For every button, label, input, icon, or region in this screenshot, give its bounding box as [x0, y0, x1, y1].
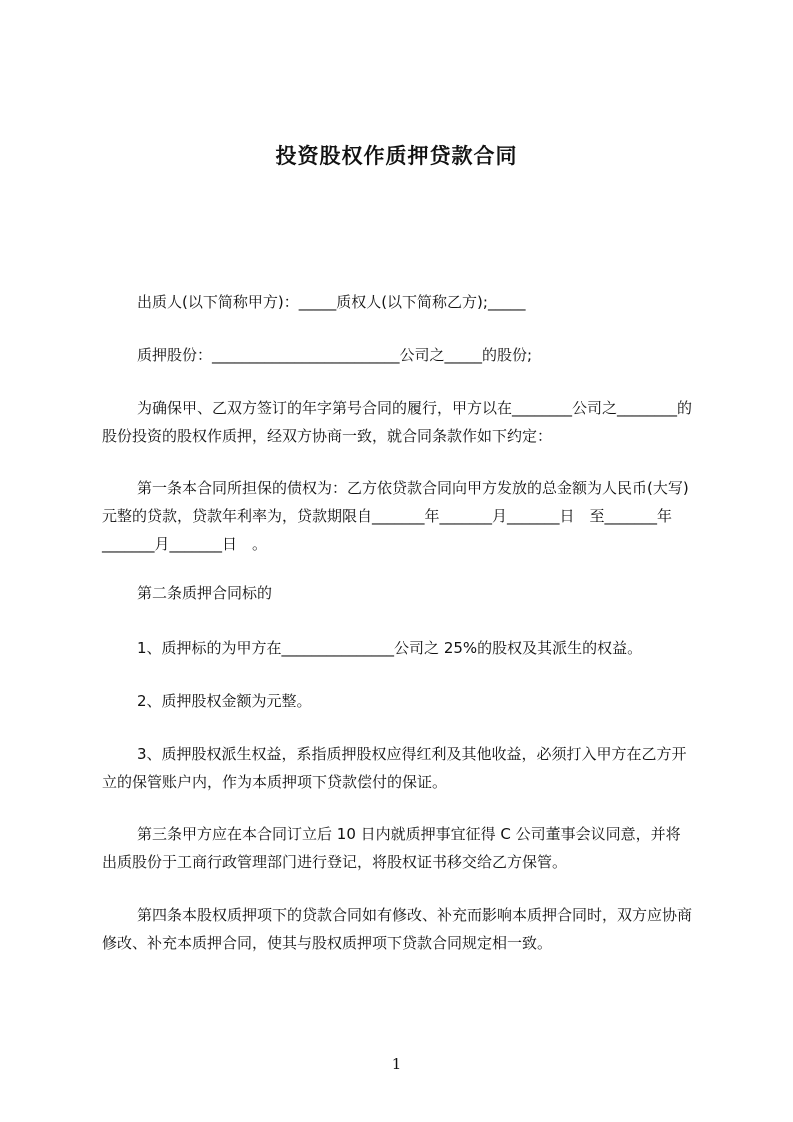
document-title: 投资股权作质押贷款合同 [275, 144, 518, 168]
article-2-item-2: 2、质押股权金额为元整。 [137, 692, 312, 710]
page-number: 1 [391, 1055, 402, 1073]
article-2-heading: 第二条质押合同标的 [137, 584, 273, 602]
article-2-item-1: 1、质押标的为甲方在_______________公司之 25%的股权及其派生的权益。 [137, 639, 643, 657]
article-1-paragraph: 第一条本合同所担保的债权为：乙方依贷款合同向甲方发放的总金额为人民币(大写)元整的贷款，贷款年利率为，贷款期限自_______年_______月_______日 至_______年_______月_______日 。 [102, 479, 689, 553]
article-3-paragraph: 第三条甲方应在本合同订立后 10 日内就质押事宜征得 C 公司董事会议同意，并将出质股份于工商行政管理部门进行登记，将股权证书移交给乙方保管。 [102, 825, 681, 871]
parties-paragraph: 出质人(以下简称甲方)：_____质权人(以下简称乙方);_____ [137, 293, 526, 311]
purpose-paragraph: 为确保甲、乙双方签订的年字第号合同的履行，甲方以在________公司之________的股份投资的股权作质押，经双方协商一致，就合同条款作如下约定： [102, 399, 693, 445]
pledged-shares-paragraph: 质押股份：_________________________公司之_____的股份; [137, 346, 533, 364]
article-2-item-3: 3、质押股权派生权益，系指质押股权应得红利及其他收益，必须打入甲方在乙方开立的保管账户内，作为本质押项下贷款偿付的保证。 [102, 745, 687, 791]
article-4-paragraph: 第四条本股权质押项下的贷款合同如有修改、补充而影响本质押合同时，双方应协商修改、补充本质押合同，使其与股权质押项下贷款合同规定相一致。 [102, 906, 693, 952]
